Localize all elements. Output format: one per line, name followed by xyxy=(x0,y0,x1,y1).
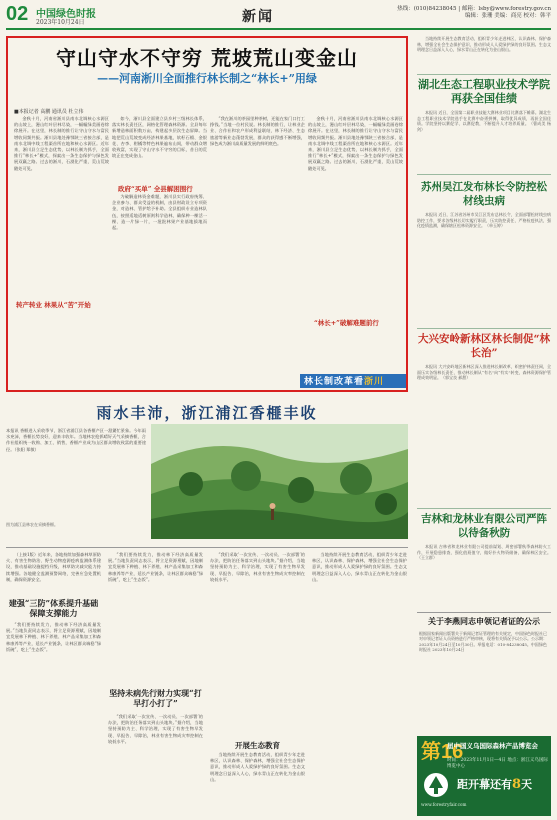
divider xyxy=(417,174,551,175)
notice-title: 关于李燕同志申领记者证的公示 xyxy=(428,616,540,626)
lead-column-2b xyxy=(112,194,207,354)
right-paragraph: 本报讯 吉林省和龙林业有限公司提前谋划、周密部署秋季森林防火工作，开展隐患排查，强化值班值守，做好扑火物资储备，确保林区安全。（王立群） xyxy=(417,544,551,561)
story-text-hubei xyxy=(417,110,551,172)
photo-caption: 图为浦江县林农在采摘香榧。 xyxy=(6,522,58,527)
story2-title: 雨水丰沛，浙江浦江香榧丰收 xyxy=(96,404,318,422)
bottom-paragraph: “我们采取‘一次宣传、一次动员、一次部署’的办法，把防治任务落实到山头地块。”据介绍，当地坚持预防为主、科学治理，实现了有害生物早发现、早报告、早除治，林业有害生物成灾率控制在较低水平。 xyxy=(210,552,305,582)
bottom-headline-3: 开展生态教育 xyxy=(235,741,280,750)
lead-title: 守山守水不守穷 荒坡荒山变金山 xyxy=(56,46,358,70)
divider xyxy=(417,328,551,329)
lead-paragraph: 金秋十月，河南省淅川县南水北调核心水源区的山坡上，漫山红叶层林尽染，一幅幅绿美画卷徐徐展开。在这里，林长制的推行让守山守水与富民增收同频共振。淅川县地处豫鄂陕三省接合部，是南水北调中线工程渠首所在地和核心水源区。近年来，淅川县立足生态优势，以林长制为抓手，全面推行“林长+”模式，探索出一条生态保护与绿色发展双赢之路。过去的淅川，石漠化严重，荒山荒坡随处可见。 xyxy=(308,116,403,171)
expo-edition: 第16 xyxy=(421,741,464,763)
story-text-suzhou xyxy=(417,212,551,326)
bottom-paragraph: 当地持续开展生态教育活动，组织青少年走进林区，认识森林、保护森林，增强全社会生态保护意识，推动形成人人爱绿护绿的良好氛围。生态文明理念日益深入人心，绿水青山正在转化为金山银山。 xyxy=(312,552,407,582)
lead-column-1 xyxy=(14,116,109,384)
right-paragraph: 本报讯 近日，江苏省苏州市吴江区发布总林长令，全面部署松材线虫病防控工作，要求各级林长切实履行职责，压实防控责任，严格检疫执法，强化疫情监测，确保辖区松林资源安全。（单玉婷） xyxy=(417,212,551,229)
bottom-paragraph: “我们采取‘一次宣传、一次动员、一次部署’的办法，把防治任务落实到山头地块。”据介绍，当地坚持预防为主、科学治理，实现了有害生物早发现、早报告、早除治，林业有害生物成灾率控制在较低水平。 xyxy=(108,714,203,744)
countdown-days: 8 xyxy=(512,777,522,792)
expo-website: www.forestryfair.com xyxy=(421,802,467,807)
lead-subhead-2: 政府“买单” 全县解困围行 xyxy=(118,185,193,193)
lead-paragraph: 如今，淅川县全面建立县乡村三级林长体系，落实林长责任区，网格化管理森林资源。全县每年新增造林面积数万亩，构建起多层次生态屏障。当地把荒山荒坡变成经济林果基地，软籽石榴、金银花、杏李、柑橘等特色林果遍布山间，带动群众增收致富，实现了守山守水不守穷的目标，昔日的荒坡正在变成金山。 xyxy=(112,116,207,159)
right-paragraph: 当地持续开展生态教育活动，组织青少年走进林区，认识森林、保护森林，增强全社会生态保护意识，推动形成人人爱绿护绿的良好氛围。生态文明理念日益深入人心，绿水青山正在转化为金山银山。 xyxy=(417,36,551,53)
expo-logo-icon xyxy=(423,772,449,798)
bottom-headline-2: 坚持未病先行财力实现“打早打小打了” xyxy=(109,688,202,708)
lead-subhead-3: “林长+”破解难题前行 xyxy=(314,319,379,327)
expo-advertisement xyxy=(417,736,551,816)
story-title-suzhou: 苏州吴江发布林长令防控松材线虫病 xyxy=(421,181,547,207)
bottom-headline-1: 建强“三防”体系提升基础保障支撑能力 xyxy=(8,598,99,618)
bottom-column-4 xyxy=(312,552,407,814)
countdown-suffix: 天 xyxy=(521,778,533,791)
bottom-paragraph: 当地持续开展生态教育活动，组织青少年走进林区，认识森林、保护森林，增强全社会生态保护意识，推动形成人人爱绿护绿的良好氛围。生态文明理念日益深入人心，绿水青山正在转化为金山银山。 xyxy=(210,752,305,782)
lead-paragraph: “我在淅川的茶园里种茶树，还能在家门口打工挣钱。”当地一位村民说。林长制的推行，让林业企业、合作社和农户形成利益联结，林下经济、生态旅游等新业态蓬勃发展，群众的获得感不断增强，绿色成为淅川高质量发展的鲜明底色。 xyxy=(210,116,305,146)
lead-subtitle: ——河南淅川全面推行林长制之“林长+”用绿 xyxy=(97,72,317,85)
notice-text: 根据国家新闻出版署关于新闻记者证管理的有关规定，中国绿色时报社已对申领记者证人员资格进行严格审核，现将有关情况予以公示。公示期：2023年10月24日至10月30日。举报电话：010-84238045。中国绿色时报社 2023年10月24日 xyxy=(419,631,547,653)
lead-column-4 xyxy=(308,116,403,312)
lead-subhead-1: 转产转业 林果从“苦”开始 xyxy=(16,301,91,309)
story2-text xyxy=(6,428,146,518)
photo-illustration xyxy=(151,424,408,539)
bottom-paragraph: （上接1版）近年来，各地持续加强森林草原防火、有害生物防治、野生动物疫源疫病监测体系建设，推动基础设施提档升级，林草防灾减灾能力持续增强。各地健全监测预警网络，完善应急处置机制，确保资源安全。 xyxy=(6,552,101,582)
divider xyxy=(417,508,551,509)
section-name: 新闻 xyxy=(242,9,274,25)
banner-mark: 浙川 xyxy=(364,376,385,386)
section-divider xyxy=(6,547,408,548)
lead-paragraph: 金秋十月，河南省淅川县南水北调核心水源区的山坡上，漫山红叶层林尽染，一幅幅绿美画卷徐徐展开。在这里，林长制的推行让守山守水与富民增收同频共振。淅川县地处豫鄂陕三省接合部，是南水北调中线工程渠首所在地和核心水源区。近年来，淅川县立足生态优势，以林长制为抓手，全面推行“林长+”模式，探索出一条生态保护与绿色发展双赢之路。过去的淅川，石漠化严重，荒山荒坡随处可见。 xyxy=(14,116,109,171)
right-column xyxy=(417,36,551,608)
bottom-paragraph: “我们要持续发力，推动林下经济高质量发展。”当地负责同志表示，将立足资源禀赋，因地制宜发展林下种植、林下养殖、林产品采集加工和森林康养等产业，延长产业链条，让林区群众端稳“绿饭碗”，吃上“生态饭”。 xyxy=(108,552,203,582)
editor-credits: 编辑：张珊 美编：商亮 校对：韩平 xyxy=(465,13,551,19)
story-title-daxinganling: 大兴安岭新林区林长制促“林长治” xyxy=(417,333,551,359)
expo-dates: 时间：2023年11月1日—4日 地点：浙江义乌国际博览中心 xyxy=(447,758,548,769)
banner-text: 林长制改革看 xyxy=(304,376,365,386)
bottom-column-1b xyxy=(6,622,101,812)
right-lead-text xyxy=(417,36,551,72)
bottom-column-2b xyxy=(108,714,203,814)
masthead xyxy=(6,4,551,28)
story-text-daxinganling xyxy=(417,364,551,506)
expo-name: 届中国义乌国际森林产品博览会 xyxy=(447,742,538,750)
lead-column-3 xyxy=(210,116,305,384)
lead-column-2a xyxy=(112,116,207,180)
public-notice xyxy=(417,612,551,730)
torreya-grove-photo xyxy=(151,424,408,539)
page-number: 02 xyxy=(6,3,29,25)
story-text-helong xyxy=(417,544,551,606)
right-paragraph: 本报讯 大兴安岭地区新林区深入推进林长制改革，织密护林责任网，全面压实各级林长责任，推动林长制从“有名”向“有实”转变，森林资源保护管理成效明显。（郭宝良 郝甜） xyxy=(417,364,551,381)
lead-byline: ■本报记者 高鹏 通讯员 杜立伟 xyxy=(14,109,84,115)
bottom-column-3b xyxy=(210,752,305,814)
hotline-text: 热线：(010)84238045 | 邮箱：lsby@www.forestry.gov.cn xyxy=(397,6,551,12)
expo-countdown xyxy=(457,776,532,792)
countdown-prefix: 距开幕还有 xyxy=(457,778,512,791)
story2-paragraph: 本报讯 香榧进入采收季节，浙江省浦江县各香榧产区一派繁忙景象。今年雨水充沛，香榧长势良好，迎来丰收年。当地林农抢抓晴好天气采摘香榧，合作社组织统一收购、加工、销售，香榧产业成为山区群众增收致富的重要途径。（张阳 郑敏） xyxy=(6,428,146,452)
story-title-hubei: 湖北生态工程职业技术学院再获全国佳绩 xyxy=(418,78,550,105)
lead-story xyxy=(6,36,408,392)
masthead-rule xyxy=(6,28,551,30)
publication-date: 2023年10月24日 xyxy=(36,19,85,26)
column-banner xyxy=(300,374,406,388)
paper-name: 中国绿色时报 xyxy=(36,9,96,20)
divider xyxy=(417,74,551,75)
contact-info xyxy=(397,6,551,20)
bottom-paragraph: “我们要持续发力，推动林下经济高质量发展。”当地负责同志表示，将立足资源禀赋，因地制宜发展林下种植、林下养殖、林产品采集加工和森林康养等产业，延长产业链条，让林区群众端稳“绿饭碗”，吃上“生态饭”。 xyxy=(6,622,101,652)
lead-paragraph: 为破解造林资金难题，淅川县实行政府统筹、企业参与、群众受益的机制，由县财政设立专项资金，对造林、管护给予补助。全县组织专业造林队伍，按照适地适树原则科学造林，确保种一棵活一棵、造一片绿一片，一批批林果产业基地拔地而起。 xyxy=(112,194,207,231)
right-paragraph: 本报讯 近日，全国第二届职业技能大赛林业项目比赛落下帷幕。湖北生态工程职业技术学院选手在比赛中奋勇拼搏，取得优异成绩，再获全国佳绩。学院坚持以赛促学、以赛促教，不断提升人才培养质量。（曹成美 杨剑） xyxy=(417,110,551,132)
story-title-helong: 吉林和龙林业有限公司严阵以待备秋防 xyxy=(421,513,547,539)
